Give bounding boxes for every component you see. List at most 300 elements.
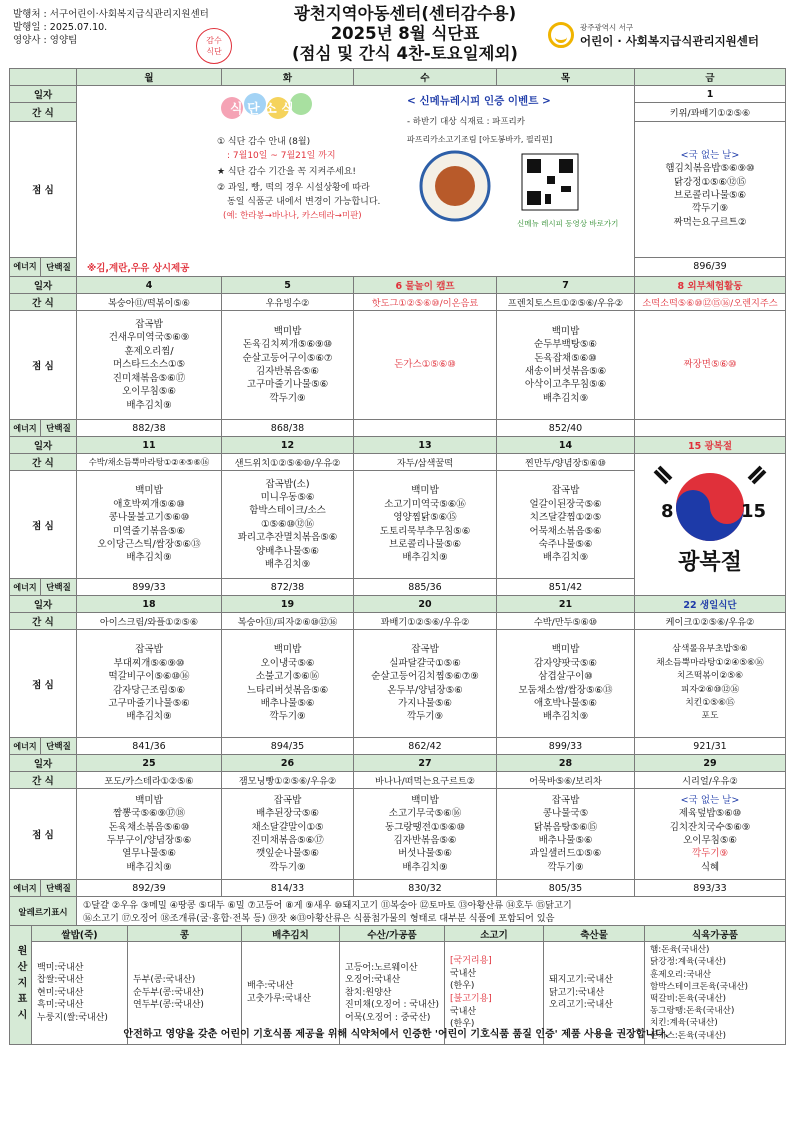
lunch-cell — [354, 630, 497, 738]
protein-label: 단백질 — [41, 880, 77, 897]
energy-cell: 872/38 — [222, 579, 354, 596]
week4-energy-row — [10, 738, 786, 755]
snack-label: 간 식 — [10, 772, 77, 789]
date-cell: 27 — [354, 755, 497, 772]
energy-cell: 899/33 — [77, 579, 222, 596]
title-line-2: 2025년 8월 식단표 — [330, 24, 480, 43]
menu-item: ①⑤⑥⑩⑫⑯ — [260, 518, 315, 530]
origin-header: 배추김치 — [242, 926, 340, 942]
logo-small: 광주광역시 서구 — [580, 23, 634, 32]
day-label: 일자 — [10, 596, 77, 613]
date-cell: 29 — [635, 755, 786, 772]
menu-item: 백미밥 — [411, 794, 439, 806]
menu-item: 제육덮밥⑤⑥⑩ — [678, 808, 742, 820]
weekday-fri: 금 — [635, 69, 786, 86]
promo-left-title: 식 단 소 식 — [230, 102, 294, 117]
menu-item: 오이무침⑤⑥ — [683, 835, 737, 846]
date-cell: 6 물놀이 캠프 — [354, 277, 497, 294]
menu-item: 배추된장국⑤⑥ — [256, 808, 319, 820]
origin-entry: 국내산 — [450, 1006, 477, 1017]
week5-date-row — [10, 755, 786, 772]
snack-cell: 소떡소떡⑤⑥⑩⑫⑮⑯/오렌지주스 — [635, 294, 786, 311]
menu-item: 배추김치⑨ — [126, 711, 172, 723]
date-fri-1: 1 — [635, 86, 786, 103]
promo-item1: ① 식단 감수 안내 (8월) — [217, 137, 311, 147]
weekday-header-row — [10, 69, 786, 86]
snack-label: 간 식 — [10, 294, 77, 311]
publisher-info — [13, 8, 209, 47]
energy-cell: 851/42 — [497, 579, 635, 596]
menu-item: 순살고등어김치찜⑤⑥⑦⑨ — [371, 671, 479, 683]
lunch-cell — [222, 471, 354, 579]
menu-item: 잡곡밥 — [135, 644, 163, 656]
menu-item: 어묵채소볶음⑤⑥ — [529, 525, 602, 537]
menu-item: 배추김치⑨ — [542, 711, 589, 723]
date-cell: 18 — [77, 596, 222, 613]
menu-item: 식혜 — [700, 861, 720, 873]
origin-entry: 국내산 — [450, 968, 477, 979]
menu-item: 애호박나물⑤⑥ — [534, 697, 597, 709]
promo-graphic — [77, 86, 635, 276]
snack-cell: 잼모닝빵①②⑤⑥/우유② — [222, 772, 354, 789]
menu-item: 콩나물불고기⑤⑥⑩ — [108, 512, 190, 524]
week5-energy-row — [10, 880, 786, 897]
promo-item2b: 동일 식품군 내에서 변경이 가능합니다. — [227, 197, 381, 207]
snack-cell: 바나나/떠먹는요구르트② — [354, 772, 497, 789]
energy-cell — [354, 420, 497, 437]
origin-entry: 오리고기:국내산 — [549, 1000, 613, 1011]
liberation-day-image — [635, 454, 786, 596]
energy-cell: 892/39 — [77, 880, 222, 897]
origin-entry: 진미채(오징어 : 국내산) — [345, 1000, 440, 1011]
menu-item: 깍두기⑨ — [269, 392, 306, 404]
page-header — [0, 0, 792, 66]
menu-item: 미역줄기볶음⑤⑥ — [112, 525, 186, 537]
lunch-label: 점 심 — [10, 311, 77, 420]
page-title — [240, 4, 570, 64]
review-stamp — [196, 28, 232, 64]
lunch-cell — [354, 471, 497, 579]
snack-fri-1: 키위/꽈배기①②⑤⑥ — [635, 103, 786, 121]
menu-item: 치즈달걀찜①②⑤ — [529, 512, 602, 524]
energy-cell: 852/40 — [497, 420, 635, 437]
menu-item: 숙주나물⑤⑥ — [538, 538, 593, 550]
title-line-1: 광천지역아동센터(센터감수용) — [293, 4, 517, 23]
protein-label: 단백질 — [41, 257, 77, 276]
origin-header: 축산물 — [544, 926, 645, 942]
menu-item: 백미밥 — [273, 644, 302, 656]
energy-cell — [635, 420, 786, 437]
week2-date-row — [10, 277, 786, 294]
menu-item: 짬뽕국⑤⑥⑨⑰⑱ — [112, 808, 186, 820]
allergy-line-1: ①달걀 ②우유 ③메밀 ④땅콩 ⑤대두 ⑥밀 ⑦고등어 ⑧게 ⑨새우 ⑩돼지고기 ⑪복숭아 ⑫토마토 ⑬아황산류 ⑭호두 ⑮닭고기 — [83, 899, 572, 911]
promo-r3: 신메뉴 레시피 동영상 바로가기 — [517, 219, 619, 228]
menu-item: 애호박찌개⑤⑥⑩ — [113, 498, 185, 510]
menu-item: 배추김치⑨ — [402, 861, 448, 873]
menu-item: 소고기미역국⑤⑥⑯ — [384, 498, 466, 510]
menu-item: 새송이버섯볶음⑤⑥ — [524, 366, 607, 377]
menu-item: 실파달걀국①⑤⑥ — [389, 657, 461, 669]
stamp-text: 감수 식단 — [206, 36, 222, 56]
menu-item: 배추김치⑨ — [264, 559, 311, 571]
origin-entry: (한우) — [450, 981, 475, 992]
day-label: 일자 — [10, 86, 77, 103]
menu-item: 잡곡밥 — [411, 644, 439, 656]
menu-item: 돈육채소볶음⑤⑥⑩ — [108, 821, 190, 833]
promo-item2c: (예: 한라봉→바나나, 카스테라→미판) — [223, 211, 362, 221]
menu-item: 배추김치⑨ — [402, 552, 448, 564]
lunch-cell — [77, 789, 222, 880]
menu-item: 백미밥 — [273, 325, 302, 337]
promo-item2: ② 과일, 빵, 떡의 경우 시설상황에 따라 — [217, 183, 370, 193]
lunch-cell — [497, 630, 635, 738]
lunch-cell — [77, 630, 222, 738]
origin-entry: 백미:국내산 — [37, 962, 84, 973]
allergy-line-2: ⑯소고기 ⑰오징어 ⑱조개류(굴·홍합·전복 등) ⑲잣 ※⑬아황산류은 식품첨가물의 형태로 대부분 식품에 포함되어 있음 — [83, 912, 555, 924]
menu-item: 열무나물⑤⑥ — [122, 848, 176, 860]
menu-item: 백미밥 — [135, 485, 163, 497]
date-cell: 5 — [222, 277, 354, 294]
menu-item: 동그랑땡전①⑤⑥⑩ — [385, 821, 465, 833]
menu-item: 짜먹는요구르트② — [673, 216, 747, 228]
menu-item: 깍두기⑨ — [406, 711, 444, 723]
menu-item: 과일샐러드①⑤⑥ — [529, 848, 602, 860]
svg-text:8: 8 — [661, 501, 674, 522]
smile-logo-icon — [548, 22, 574, 48]
menu-item: 감자당근조림⑤⑥ — [112, 684, 186, 696]
snack-cell: 프렌치토스트①②⑤⑥/우유② — [497, 294, 635, 311]
energy-label: 에너지 — [10, 257, 41, 276]
snack-cell: 핫도그①②⑤⑥⑩/이온음료 — [354, 294, 497, 311]
week4-lunch-row — [10, 630, 786, 738]
energy-cell: 868/38 — [222, 420, 354, 437]
origin-header: 소고기 — [445, 926, 544, 942]
energy-cell: 841/36 — [77, 738, 222, 755]
week2-snack-row — [10, 294, 786, 311]
lunch-cell — [222, 789, 354, 880]
date-cell: 12 — [222, 437, 354, 454]
lunch-cell — [77, 311, 222, 420]
date-cell: 7 — [497, 277, 635, 294]
lunch-cell — [497, 789, 635, 880]
menu-item: 깍두기⑨ — [269, 711, 306, 723]
origin-entry: 순두부(콩:국내산) — [133, 987, 204, 998]
lunch-cell — [635, 789, 786, 880]
origin-entry: 배추:국내산 — [247, 981, 294, 992]
week5-snack-row — [10, 772, 786, 789]
origin-entry: 오징어:국내산 — [345, 975, 401, 986]
lunch-cell — [497, 311, 635, 420]
menu-item: 돈육잡채⑤⑥⑩ — [534, 352, 597, 364]
menu-item: 치즈떡볶이②⑤⑥ — [676, 671, 744, 682]
energy-cell: 862/42 — [354, 738, 497, 755]
date-cell: 25 — [77, 755, 222, 772]
title-line-3: (점심 및 간식 4찬-토요일제외) — [292, 44, 518, 63]
snack-cell: 우유빙수② — [222, 294, 354, 311]
energy-label: 에너지 — [10, 880, 41, 897]
menu-item: 느타리버섯볶음⑤⑥ — [246, 684, 329, 696]
origin-entry: 흑미:국내산 — [37, 1000, 84, 1011]
snack-cell: 수박/채소듬뿍마라탕①②④⑤⑥⑯ — [77, 454, 222, 471]
menu-item: <국 없는 날> — [680, 794, 740, 806]
menu-item: 진미채볶음⑤⑥⑰ — [112, 372, 186, 384]
energy-cell: 805/35 — [497, 880, 635, 897]
menu-item: 배추김치⑨ — [126, 399, 172, 411]
menu-table — [9, 68, 786, 927]
origin-entry: 떡갈비:돈육(국내산) — [650, 994, 727, 1004]
menu-item: 훈제오리찜/ — [124, 345, 174, 357]
menu-item: 함박스테이크/소스 — [249, 505, 326, 517]
menu-item: 소불고기⑤⑥⑯ — [255, 671, 320, 683]
origin-entry: 현미:국내산 — [37, 987, 84, 998]
day-label: 일자 — [10, 755, 77, 772]
weekday-mon: 월 — [77, 69, 222, 86]
menu-item: 배추김치⑨ — [542, 552, 589, 564]
date-cell: 22 생일식단 — [635, 596, 786, 613]
origin-entry: 참치:원양산 — [345, 987, 392, 998]
menu-item: 소고기무국⑤⑥⑯ — [388, 808, 462, 820]
promo-item1b: : 7월10일 ~ 7월21일 까지 — [227, 151, 336, 161]
origin-header: 수산/가공품 — [340, 926, 445, 942]
menu-item: 오이냉국⑤⑥ — [260, 657, 315, 669]
snack-cell: 복숭아⑪/피자②⑥⑩⑫⑯ — [222, 613, 354, 630]
snack-cell: 꽈배기①②⑤⑥/우유② — [354, 613, 497, 630]
lunch-fri-1 — [635, 121, 786, 257]
snack-cell: 포도/카스테라①②⑤⑥ — [77, 772, 222, 789]
menu-item: 모둠채소쌈/쌈장⑤⑥⑬ — [518, 684, 613, 696]
menu-item: 깍두기⑨ — [691, 848, 729, 860]
lunch-cell — [497, 471, 635, 579]
menu-item: 오이당근스틱/쌈장⑤⑥⑬ — [97, 538, 201, 550]
date-cell: 14 — [497, 437, 635, 454]
origin-entry: 어묵(오징어 : 중국산) — [345, 1012, 431, 1023]
weekday-tue: 화 — [222, 69, 354, 86]
menu-item: 꽈리고추잔멸치볶음⑤⑥ — [237, 532, 338, 544]
menu-item: 부대찌개⑤⑥⑨⑩ — [113, 657, 185, 669]
menu-item: 포도 — [701, 711, 719, 722]
footer-note: 안전하고 영양을 갖춘 어린이 기호식품 제공을 위해 식약처에서 인증한 '어린이 기호식품 품질 인증' 제품 사용을 권장합니다. — [123, 1029, 669, 1040]
date-cell: 26 — [222, 755, 354, 772]
origin-entry: 찹쌀:국내산 — [37, 975, 84, 986]
lunch-cell — [635, 630, 786, 738]
center-logo — [548, 22, 778, 52]
always-provided-note: ※김,계란,우유 상시제공 — [87, 263, 190, 274]
menu-item: 채소듬뿍마라탕①②④⑤⑥⑯ — [656, 657, 764, 668]
promo-item1c: ★ 식단 감수 기간을 꼭 지켜주세요! — [217, 167, 357, 177]
lunch-label: 점 심 — [10, 789, 77, 880]
menu-item: 오이무침⑤⑥ — [122, 386, 176, 398]
menu-item: 백미밥 — [411, 485, 439, 497]
energy-cell: 882/38 — [77, 420, 222, 437]
origin-entry: 돼지고기:국내산 — [549, 975, 613, 986]
menu-item: 도토리묵부추무침⑤⑥ — [379, 525, 471, 537]
menu-item: 배추나물⑤⑥ — [538, 835, 593, 846]
menu-item: 브로콜리나물⑤⑥ — [388, 538, 462, 550]
holiday-name: 광복절 — [678, 550, 742, 575]
menu-item: 온두부/양념장⑤⑥ — [387, 684, 463, 696]
origin-entry: 훈제오리:국내산 — [650, 969, 712, 980]
weekday-thu: 목 — [497, 69, 635, 86]
snack-cell: 찐만두/양념장⑤⑥⑩ — [497, 454, 635, 471]
allergy-row — [10, 897, 786, 927]
menu-item: 진미채볶음⑤⑥⑰ — [251, 835, 324, 846]
menu-item: 배추김치⑨ — [126, 861, 172, 873]
energy-cell: 894/35 — [222, 738, 354, 755]
date-cell: 11 — [77, 437, 222, 454]
day-label: 일자 — [10, 277, 77, 294]
origin-entry: [국거리용] — [450, 956, 492, 967]
menu-item: 머스타드소스①⑤ — [112, 359, 186, 371]
origin-entry: 누룽지(쌀:국내산) — [37, 1012, 108, 1023]
publisher: 발행처 : 서구어린이·사회복지급식관리지원센터 — [13, 9, 209, 20]
origin-entry: 햄:돈육(국내산) — [650, 945, 710, 956]
snack-label: 간 식 — [10, 103, 77, 121]
lunch-cell — [635, 311, 786, 420]
menu-item: 잡곡밥 — [273, 794, 302, 806]
origin-header: 식육가공품 — [645, 926, 786, 942]
energy-label: 에너지 — [10, 420, 41, 437]
menu-item: 브로콜리나물⑤⑥ — [673, 190, 747, 202]
date-cell: 8 외부체험활동 — [635, 277, 786, 294]
taegukgi-icon — [635, 457, 785, 592]
week1-date-row — [10, 86, 786, 103]
week4-date-row — [10, 596, 786, 613]
menu-item: 배추김치⑨ — [126, 552, 172, 564]
snack-cell: 시리얼/우유② — [635, 772, 786, 789]
menu-item: 고구마줄기나물⑤⑥ — [246, 379, 329, 391]
lunch-label: 점 심 — [10, 471, 77, 579]
origin-header-row — [10, 926, 786, 942]
logo-big: 어린이 · 사회복지급식관리지원센터 — [580, 34, 760, 48]
menu-item: 미니우동⑤⑥ — [260, 491, 315, 503]
origin-entry: [불고기용] — [450, 994, 492, 1004]
promo-r2: 파프리카소고기조림 [아도봉바카, 필리핀] — [407, 135, 553, 144]
svg-text:15: 15 — [741, 501, 767, 522]
dish-food-icon — [435, 166, 475, 206]
menu-item: 닭볶음탕⑤⑥⑮ — [533, 821, 598, 833]
week2-lunch-row — [10, 311, 786, 420]
promo-right-title: < 신메뉴레시피 인증 이벤트 > — [407, 95, 551, 107]
menu-item: 삼색롤유부초밥⑤⑥ — [672, 644, 748, 655]
energy-fri-1: 896/39 — [635, 257, 786, 276]
snack-cell: 어묵바⑤⑥/보리차 — [497, 772, 635, 789]
lunch-cell — [222, 630, 354, 738]
menu-item: 닭강정①⑤⑥⑫⑮ — [673, 176, 747, 188]
menu-item: 채소달걀말이①⑤ — [251, 821, 324, 833]
menu-item: 가지나물⑤⑥ — [398, 697, 452, 709]
origin-entry: 함박스테이크돈육(국내산) — [650, 981, 749, 992]
energy-label: 에너지 — [10, 738, 41, 755]
protein-label: 단백질 — [41, 420, 77, 437]
menu-item: 피자②⑥⑩⑫⑯ — [680, 684, 740, 695]
date-cell: 13 — [354, 437, 497, 454]
snack-cell: 수박/만두⑤⑥⑩ — [497, 613, 635, 630]
menu-item: 순살고등어구이⑤⑥⑦ — [242, 352, 333, 364]
origin-entry: 고등어:노르웨이산 — [345, 962, 418, 973]
snack-cell: 케이크①②⑤⑥/우유② — [635, 613, 786, 630]
menu-item: 짜장면⑤⑥⑩ — [683, 359, 737, 371]
menu-item: 두부구이/양념장⑤⑥ — [106, 835, 192, 846]
week2-energy-row — [10, 420, 786, 437]
energy-label: 에너지 — [10, 579, 41, 596]
menu-item: 치킨①⑤⑥⑮ — [685, 697, 735, 708]
protein-label: 단백질 — [41, 579, 77, 596]
snack-label: 간 식 — [10, 613, 77, 630]
origin-entry: 연두부(콩:국내산) — [133, 1000, 204, 1011]
promo-r1: - 하반기 대상 식재료 : 파프리카 — [407, 117, 525, 127]
origin-entry: 치킨:계육(국내산) — [650, 1018, 718, 1029]
menu-item: 깍두기⑨ — [547, 861, 584, 873]
lunch-cell — [354, 311, 497, 420]
energy-cell: 893/33 — [635, 880, 786, 897]
menu-item: 돈육김치찌개⑤⑥⑨⑩ — [242, 339, 333, 351]
date-cell: 28 — [497, 755, 635, 772]
menu-item: 건새우미역국⑤⑥⑨ — [108, 332, 190, 344]
week3-date-row — [10, 437, 786, 454]
menu-item: 순두부백탕⑤⑥ — [534, 339, 597, 351]
allergy-label: 알레르기표시 — [10, 897, 77, 927]
origin-entry: 닭고기:국내산 — [549, 987, 605, 998]
menu-item: 양배추나물⑤⑥ — [256, 545, 319, 557]
snack-cell: 샌드위치①②⑤⑥⑩/우유② — [222, 454, 354, 471]
corner-cell — [10, 69, 77, 86]
lunch-label: 점 심 — [10, 121, 77, 257]
menu-item: 김치잔치국수⑤⑥⑨ — [669, 821, 751, 833]
nutritionist: 영양사 : 영양팀 — [13, 35, 78, 46]
menu-item: 배추김치⑨ — [542, 392, 589, 404]
menu-item: 백미밥 — [551, 325, 580, 337]
menu-item: 잡곡밥 — [551, 794, 580, 806]
lunch-cell — [77, 471, 222, 579]
menu-item: 떡갈비구이⑤⑥⑩⑯ — [108, 671, 190, 683]
menu-item: 잡곡밥(소) — [265, 478, 310, 490]
energy-cell: 830/32 — [354, 880, 497, 897]
publish-date: 발행일 : 2025.07.10. — [13, 22, 108, 33]
menu-item: 햄김치볶음밥⑤⑥⑨⑩ — [665, 163, 755, 175]
energy-cell: 899/33 — [497, 738, 635, 755]
menu-item: 아삭이고추무침⑤⑥ — [524, 379, 607, 391]
lunch-label: 점 심 — [10, 630, 77, 738]
origin-side-label: 원산지표시 — [10, 926, 32, 1045]
menu-item: 김자반볶음⑤⑥ — [393, 835, 457, 846]
lunch-cell — [354, 789, 497, 880]
origin-entry: 두부(콩:국내산) — [133, 975, 196, 986]
week3-snack-row — [10, 454, 786, 471]
date-cell: 19 — [222, 596, 354, 613]
origin-entry: 고춧가루:국내산 — [247, 994, 311, 1004]
menu-item: 감자양팟국⑤⑥ — [534, 657, 597, 669]
date-cell: 15 광복절 — [635, 437, 786, 454]
day-label: 일자 — [10, 437, 77, 454]
menu-item: 배추나물⑤⑥ — [260, 697, 315, 709]
menu-item: 백미밥 — [551, 644, 580, 656]
snack-cell: 자두/삼색꿀떡 — [354, 454, 497, 471]
menu-item: 김자반볶음⑤⑥ — [256, 366, 319, 377]
weekday-wed: 수 — [354, 69, 497, 86]
snack-cell: 복숭아⑪/떡볶이⑤⑥ — [77, 294, 222, 311]
menu-item: 잡곡밥 — [551, 485, 580, 497]
snack-label: 간 식 — [10, 454, 77, 471]
origin-entry: 닭강정:계육(국내산) — [650, 957, 727, 968]
snack-cell: 아이스크림/와플①②⑤⑥ — [77, 613, 222, 630]
menu-item: 고구마줄기나물⑤⑥ — [108, 697, 190, 709]
menu-item: 영양찜닭⑤⑥⑮ — [393, 512, 457, 524]
week5-lunch-row — [10, 789, 786, 880]
date-cell: 4 — [77, 277, 222, 294]
lunch-cell — [222, 311, 354, 420]
origin-header: 콩 — [128, 926, 242, 942]
promo-banner — [77, 86, 635, 277]
